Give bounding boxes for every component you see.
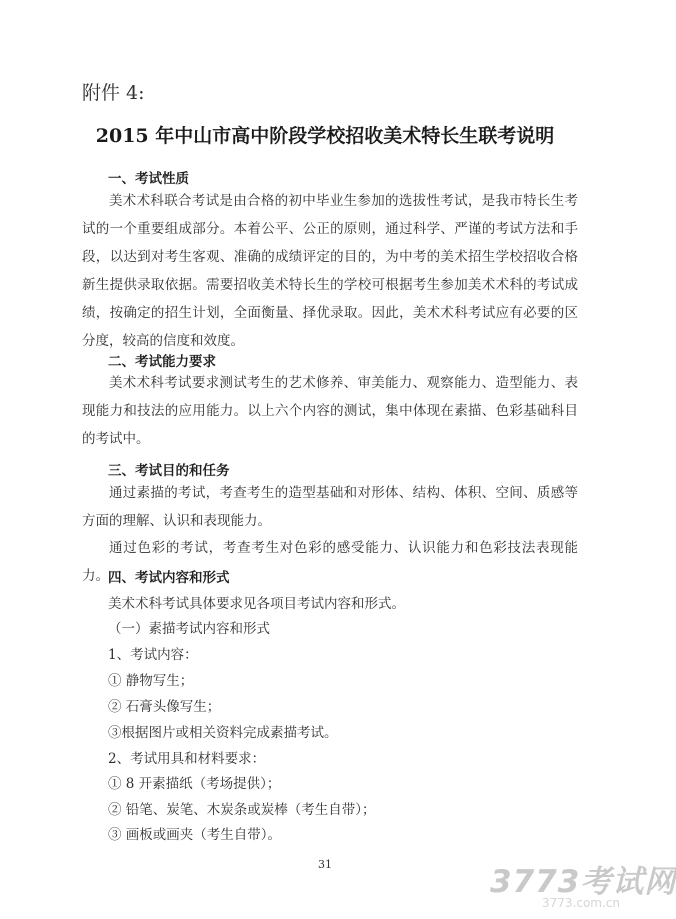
exam-tools-item-3: ③ 画板或画夹（考生自带）。 [108, 827, 282, 843]
section-2-paragraph: 美术术科考试要求测试考生的艺术修养、审美能力、观察能力、造型能力、表现能力和技法的应用能力。以上六个内容的测试，集中体现在素描、色彩基础科目的考试中。 [82, 375, 578, 447]
section-3-paragraph-2: 通过色彩的考试，考查考生对色彩的感受能力、认识能力和色彩技法表现能力。 [82, 540, 578, 584]
section-3-paragraph-1: 通过素描的考试，考查考生的造型基础和对形体、结构、体积、空间、质感等方面的理解、认识和表现能力。 [82, 485, 578, 529]
section-3-heading: 三、考试目的和任务 [108, 463, 230, 479]
exam-content-item-1: ① 静物写生； [108, 673, 194, 689]
exam-content-label: 1、考试内容： [108, 647, 198, 663]
exam-content-item-3: ③根据图片或相关资料完成素描考试。 [108, 725, 338, 741]
attachment-label: 附件 4: [82, 82, 145, 104]
section-4-heading: 四、考试内容和形式 [108, 570, 230, 586]
page-number: 31 [318, 858, 332, 871]
exam-tools-label: 2、考试用具和材料要求： [108, 751, 266, 767]
exam-content-item-2: ② 石膏头像写生； [108, 699, 221, 715]
section-4-intro: 美术术科考试具体要求见各项目考试内容和形式。 [108, 596, 405, 612]
document-title: 2015 年中山市高中阶段学校招收美术特长生联考说明 [95, 125, 555, 147]
section-1-heading: 一、考试性质 [108, 171, 189, 187]
watermark-brand: 3773考试网 [490, 864, 676, 900]
watermark-logo [490, 856, 676, 916]
exam-tools-item-1: ① 8 开素描纸（考场提供）； [108, 776, 281, 792]
exam-tools-item-2: ② 铅笔、炭笔、木炭条或炭棒（考生自带）； [108, 802, 376, 818]
watermark-url: 3773.com.cn [542, 896, 620, 910]
section-2-heading: 二、考试能力要求 [108, 354, 216, 370]
sketch-exam-subheading: （一）素描考试内容和形式 [108, 621, 270, 637]
section-1-paragraph: 美术术科联合考试是由合格的初中毕业生参加的选拔性考试，是我市特长生考试的一个重要组成部分。本着公平、公正的原则，通过科学、严谨的考试方法和手段，以达到对考生客观、准确的成绩评定的目的，为中考的美术招生学校招收合格新生提供录取依据。需要招收美术特长生的学校可根据考生参加美术术科的考试成绩，按确定的招生计划，全面衡量、择优录取。因此，美术术科考试应有必要的区分度，较高的信度和效度。 [82, 193, 578, 349]
